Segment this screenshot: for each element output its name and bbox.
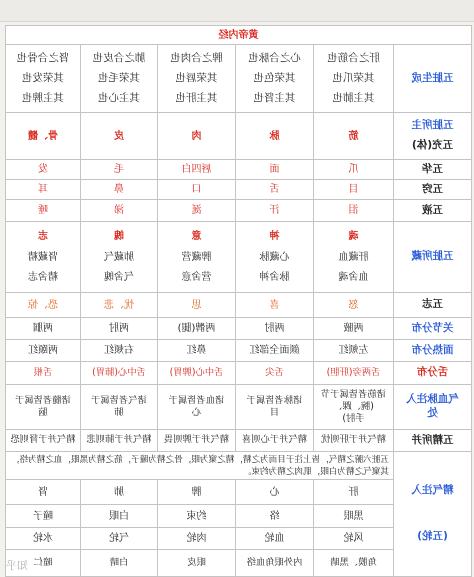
cell-spleen: 口 <box>157 180 235 200</box>
cell-liver: 左颊红 <box>313 340 393 362</box>
eye-essence-spleen: 约束 <box>157 505 235 528</box>
cell-kidney: 两腘 <box>5 318 80 340</box>
cell-heart: 脉 <box>235 113 313 160</box>
cell-kidney: 唾 <box>5 200 80 222</box>
cell-lung: 忧、悲 <box>80 293 157 318</box>
cell-heart: 汗 <box>235 200 313 222</box>
eye-part-heart: 内外眼角血络 <box>235 550 313 577</box>
cell-kidney: 发 <box>5 160 80 180</box>
cell-heart: 面 <box>235 160 313 180</box>
organ-name-heart: 心 <box>235 480 313 505</box>
cell-kidney: 肾之合骨也 其荣发也 其主脾也 <box>5 45 80 113</box>
cell-heart: 精气并于心则喜 <box>235 430 313 452</box>
cell-kidney: 骨、髓 <box>5 113 80 160</box>
cell-lung: 舌中心(肺胃) <box>80 362 157 385</box>
cell-heart: 诸脉者皆属于 目 <box>235 385 313 430</box>
cell-heart: 颜面全部红 <box>235 340 313 362</box>
cell-spleen: 诸血者皆属于 心 <box>157 385 235 430</box>
cell-kidney: 耳 <box>5 180 80 200</box>
cell-liver: 两腋 <box>313 318 393 340</box>
organ-name-liver: 肝 <box>313 480 393 505</box>
cell-spleen: 精气并于脾则畏 <box>157 430 235 452</box>
cell-kidney: 舌根 <box>5 362 80 385</box>
cell-liver: 筋 <box>313 113 393 160</box>
cell-liver: 怒 <box>313 293 393 318</box>
row-header-wuzang-shengcheng: 五脏生成 <box>393 45 472 113</box>
row-header-wuqiao: 五窍 <box>393 180 472 200</box>
cell-lung: 诸气者皆属于 肺 <box>80 385 157 430</box>
eye-essence-heart: 络 <box>235 505 313 528</box>
cell-lung: 毛 <box>80 160 157 180</box>
cell-liver: 精气并于肝则忧 <box>313 430 393 452</box>
cell-spleen: 肉 <box>157 113 235 160</box>
cell-lung: 肺之合皮也 其荣毛也 其主心也 <box>80 45 157 113</box>
cell-kidney: 恐、惊 <box>5 293 80 318</box>
table-title: 黄帝内经 <box>5 25 472 45</box>
cell-lung: 皮 <box>80 113 157 160</box>
cell-lung: 精气并于肺则悲 <box>80 430 157 452</box>
cell-kidney: 精气并于肾则恐 <box>5 430 80 452</box>
eye-part-lung: 白睛 <box>80 550 157 577</box>
organ-name-lung: 肺 <box>80 480 157 505</box>
cell-liver: 泪 <box>313 200 393 222</box>
organ-name-kidney: 肾 <box>5 480 80 505</box>
row-header-wuye: 五液 <box>393 200 472 222</box>
cell-lung: 魄 肺藏气 气舍魄 <box>80 222 157 293</box>
cell-spleen: 两髀(腿) <box>157 318 235 340</box>
cell-lung: 右颊红 <box>80 340 157 362</box>
cell-lung: 涕 <box>80 200 157 222</box>
cell-lung: 两肘 <box>80 318 157 340</box>
eye-wheel-lung: 气轮 <box>80 528 157 550</box>
cell-heart: 两肘 <box>235 318 313 340</box>
row-header-wujing-suobing: 五精所并 <box>393 430 472 452</box>
eye-essence-liver: 黑眼 <box>313 505 393 528</box>
cell-lung: 鼻 <box>80 180 157 200</box>
row-header-face-distribution: 面热分布 <box>393 340 472 362</box>
cell-liver: 魂 肝藏血 血舍魂 <box>313 222 393 293</box>
eye-passage: 五脏六腑之精气，皆上注于目而为之精，精之窠为眼，骨之精为瞳子，筋之精为黑眼，血之精为络，其窠气之精为白眼，肌肉之精为约束。 <box>5 452 393 480</box>
row-header-wuzang-suozhu: 五脏所主 五充(体) <box>393 113 472 160</box>
eye-wheel-liver: 风轮 <box>313 528 393 550</box>
row-header-wuzhi: 五志 <box>393 293 472 318</box>
eye-wheel-kidney: 水轮 <box>5 528 80 550</box>
cell-liver: 爪 <box>313 160 393 180</box>
top-bar <box>0 0 474 22</box>
cell-spleen: 舌中心(脾胃) <box>157 362 235 385</box>
row-header-essence-to-eyes: 精气注入 (五轮) <box>393 452 472 577</box>
cell-liver: 肝之合筋也 其荣爪也 其主肺也 <box>313 45 393 113</box>
eye-wheel-spleen: 肉轮 <box>157 528 235 550</box>
cell-spleen: 唇四白 <box>157 160 235 180</box>
cell-heart: 舌 <box>235 180 313 200</box>
cell-spleen: 脾之合肉也 其荣唇也 其主肝也 <box>157 45 235 113</box>
row-header-qi-blood-entry: 气血脉注入 处 <box>393 385 472 430</box>
row-header-wuhua: 五华 <box>393 160 472 180</box>
eye-essence-lung: 白眼 <box>80 505 157 528</box>
cell-spleen: 涎 <box>157 200 235 222</box>
cell-spleen: 思 <box>157 293 235 318</box>
row-header-joint-distribution: 关节分布 <box>393 318 472 340</box>
cell-heart: 心之合脉也 其荣色也 其主肾也 <box>235 45 313 113</box>
row-header-wuzang-suocang: 五脏所藏 <box>393 222 472 293</box>
eye-part-spleen: 眼皮 <box>157 550 235 577</box>
cell-kidney: 志 肾藏精 精舍志 <box>5 222 80 293</box>
row-header-tongue-distribution: 舌分布 <box>393 362 472 385</box>
eye-wheel-heart: 血轮 <box>235 528 313 550</box>
cell-liver: 舌两旁(肝胆) <box>313 362 393 385</box>
cell-spleen: 鼻红 <box>157 340 235 362</box>
cell-liver: 目 <box>313 180 393 200</box>
eye-part-liver: 角膜、黑睛 <box>313 550 393 577</box>
organ-correspondence-table <box>5 25 472 577</box>
cell-kidney: 诸髓者皆属于 脑 <box>5 385 80 430</box>
watermark: 知乎 <box>6 559 28 572</box>
organ-name-spleen: 脾 <box>157 480 235 505</box>
cell-kidney: 两颐红 <box>5 340 80 362</box>
cell-heart: 喜 <box>235 293 313 318</box>
cell-spleen: 意 脾藏营 营舍意 <box>157 222 235 293</box>
eye-essence-kidney: 瞳子 <box>5 505 80 528</box>
cell-heart: 神 心藏脉 脉舍神 <box>235 222 313 293</box>
cell-heart: 舌尖 <box>235 362 313 385</box>
eye-part-kidney: 瞳仁 <box>5 550 80 577</box>
cell-liver: 诸筋者皆属于节 (腕、踝、 手肘) <box>313 385 393 430</box>
